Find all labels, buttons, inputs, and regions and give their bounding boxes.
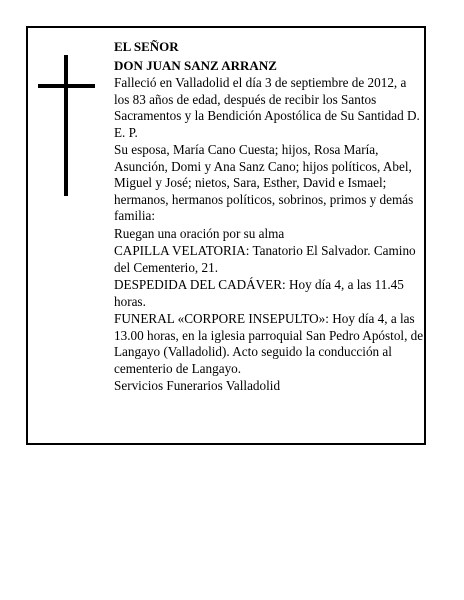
funeral-services-provider: Servicios Funerarios Valladolid <box>114 378 281 393</box>
death-announcement: Falleció en Valladolid el día 3 de septiembre de 2012, a los 83 años de edad, después de recibir los Santos Sacramentos y la Bendición Apostólica de Su Santidad D. E. P. <box>114 75 420 140</box>
prayer-request: Ruegan una oración por su alma <box>114 225 285 241</box>
wake-chapel-info: CAPILLA VELATORIA: Tanatorio El Salvador. Camino del Cementerio, 21. <box>114 243 416 275</box>
deceased-name: DON JUAN SANZ ARRANZ <box>114 57 277 73</box>
farewell-info: DESPEDIDA DEL CADÁVER: Hoy día 4, a las 11.45 horas. <box>114 277 404 309</box>
funeral-info: FUNERAL «CORPORE INSEPULTO»: Hoy día 4, a las 13.00 horas, en la iglesia parroquial San Pedro Apóstol, de Langayo (Valladolid). Acto seguido la conducción al cementerio de Langayo. <box>114 311 424 376</box>
family-list: Su esposa, María Cano Cuesta; hijos, Rosa María, Asunción, Domi y Ana Sanz Cano; hijos políticos, Abel, Miguel y José; nietos, Sara, Esther, David e Ismael; hermanos, hermanos políticos, sobrinos, primos y demás familia: <box>114 142 414 223</box>
cross-horizontal-bar <box>38 84 95 88</box>
obituary-text-block <box>114 39 424 395</box>
notice-title: EL SEÑOR <box>114 39 179 54</box>
cross-vertical-bar <box>64 55 68 196</box>
